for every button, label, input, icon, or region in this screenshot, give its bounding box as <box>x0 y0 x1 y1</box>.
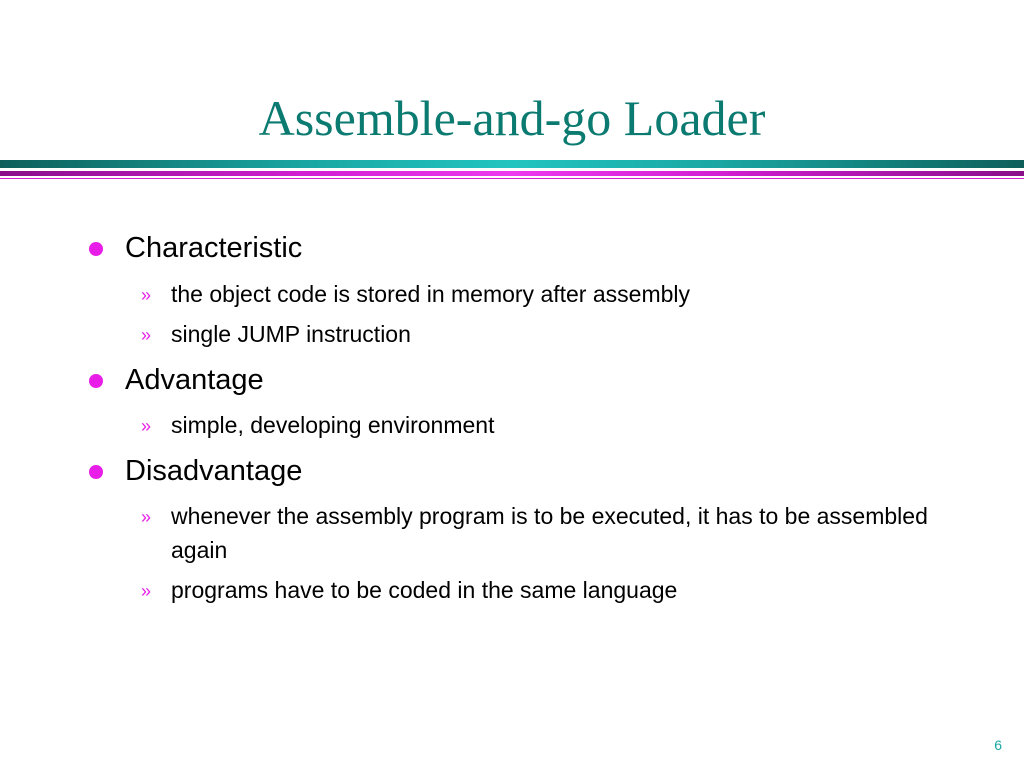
sub-bullet-item: programs have to be coded in the same language <box>171 577 678 603</box>
sub-bullet-chevron-icon: » <box>141 581 152 601</box>
bullet-dot-icon <box>89 374 103 388</box>
bullet-heading-advantage: Advantage <box>125 364 264 396</box>
bullet-heading-characteristic: Characteristic <box>125 232 303 264</box>
bullet-dot-icon <box>89 465 103 479</box>
sub-bullet-item: single JUMP instruction <box>171 321 411 347</box>
sub-bullet-chevron-icon: » <box>141 325 152 345</box>
bullet-dot-icon <box>89 242 103 256</box>
slide-title: Assemble-and-go Loader <box>258 90 766 146</box>
bullet-heading-disadvantage: Disadvantage <box>125 455 303 487</box>
sub-bullet-chevron-icon: » <box>141 416 152 436</box>
sub-bullet-chevron-icon: » <box>141 285 152 305</box>
sub-bullet-item: the object code is stored in memory after assembly <box>171 281 691 307</box>
sub-bullet-chevron-icon: » <box>141 507 152 527</box>
sub-bullet-item: whenever the assembly program is to be executed, it has to be assembled again <box>171 503 928 563</box>
sub-bullet-item: simple, developing environment <box>171 412 495 438</box>
page-number: 6 <box>994 737 1002 753</box>
